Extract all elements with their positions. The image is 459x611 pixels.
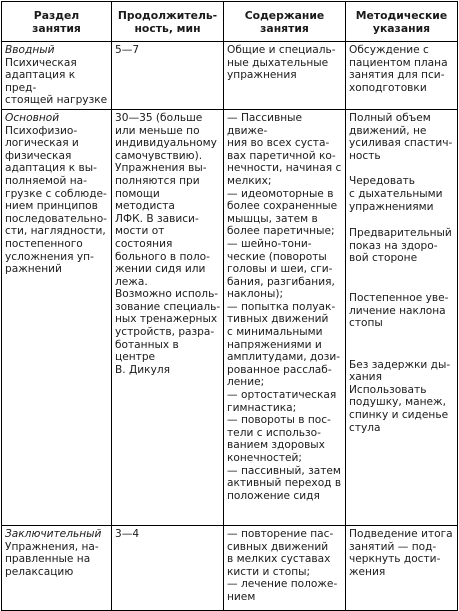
header-section-text: Раздел занятия: [32, 8, 81, 35]
main-note-5: Без задержки ды- хания Использовать подушку, манеж, спинку и сиденье стула: [349, 358, 451, 434]
header-duration-text: Продолжитель- ность, мин: [117, 8, 218, 35]
main-content: — Пассивные движе- ния во всех суста- вах паретичной ко- нечности, начиная с мелких; — идеомоторные в более сохраненные мышцы, затем в более паретичные; — шейно-тони- ческие (повороты головы и шеи, сги- бания, разгибания, наклоны); — попытка полуак- тивных движений с минимальными напряжениями и амплитудами, дози- рованное расслаб- ление; — ортостатическая гимнастика; — повороты в пос- тели с использо- ванием здоровых конечностей; — пассивный, затем активный переход в положение сидя: [227, 111, 342, 502]
intro-section-desc: Психическая адаптация к пред- стоящей нагрузке: [5, 56, 108, 107]
table-row-final: [2, 525, 458, 610]
main-notes-cell: [346, 109, 458, 525]
main-duration-cell: [112, 109, 224, 525]
main-section-desc: Психофизио- логическая и физическая адаптация к вы- полняемой на- грузке с соблюде- нием принципов последовательно- сти, наглядности, постепенного усложнения уп- ражнений: [5, 124, 107, 276]
header-notes: [346, 2, 458, 42]
final-notes-cell: [346, 525, 458, 610]
intro-content-cell: [224, 42, 346, 110]
final-content: — повторение пас- сивных движений в мелких суставах кисти и стопы; — лечение положе- нием: [227, 527, 338, 603]
intro-section-name: Вводный: [5, 44, 55, 56]
intro-note: Обсуждение с пациентом плана занятия для пси- хоподготовки: [349, 44, 448, 94]
main-note-2: Чередовать с дыхательными упражнениями: [349, 175, 443, 213]
intro-section-cell: [2, 42, 112, 110]
header-section: [2, 2, 112, 42]
main-duration: 30—35 (больше или меньше по индивидуальному самочувствию). Упражнения вы- полняются при помощи методиста ЛФК. В зависи- мости от состояния больного в поло- жении сидя или лежа. Возможно исполь- зование специаль- ных тренажерных устройств, разра- ботанных в центре В. Дикуля: [115, 111, 221, 376]
header-notes-text: Методические указания: [355, 8, 448, 35]
final-content-cell: [224, 525, 346, 610]
final-duration: 3—4: [115, 527, 140, 540]
main-section-name: Основной: [5, 111, 60, 124]
final-section-desc: Упражнения, на- правленные на релаксацию: [5, 540, 99, 578]
table-row-main: [2, 109, 458, 525]
table-row-intro: [2, 42, 458, 110]
intro-notes-cell: [346, 42, 458, 110]
main-note-4: Постепенное уве- личение наклона стопы: [349, 291, 449, 330]
main-section-cell: [2, 109, 112, 525]
header-row: [2, 2, 458, 42]
final-section-name: Заключительный: [5, 527, 102, 540]
intro-content: Общие и специаль- ные дыхательные упражнения: [227, 44, 336, 82]
main-content-cell: [224, 109, 346, 525]
header-content: [224, 2, 346, 42]
main-note-1: Полный объем движений, не усиливая спастич- ность: [349, 111, 453, 162]
final-section-cell: [2, 525, 112, 610]
main-note-3: Предварительный показ на здоро- вой стороне: [349, 227, 452, 265]
intro-duration: 5—7: [115, 44, 140, 56]
header-duration: [112, 2, 224, 42]
final-duration-cell: [112, 525, 224, 610]
header-content-text: Содержание занятия: [244, 8, 325, 35]
lfk-session-table: [1, 1, 458, 611]
final-note: Подведение итога занятий — под- черкнуть дости- жения: [349, 527, 453, 578]
intro-duration-cell: [112, 42, 224, 110]
